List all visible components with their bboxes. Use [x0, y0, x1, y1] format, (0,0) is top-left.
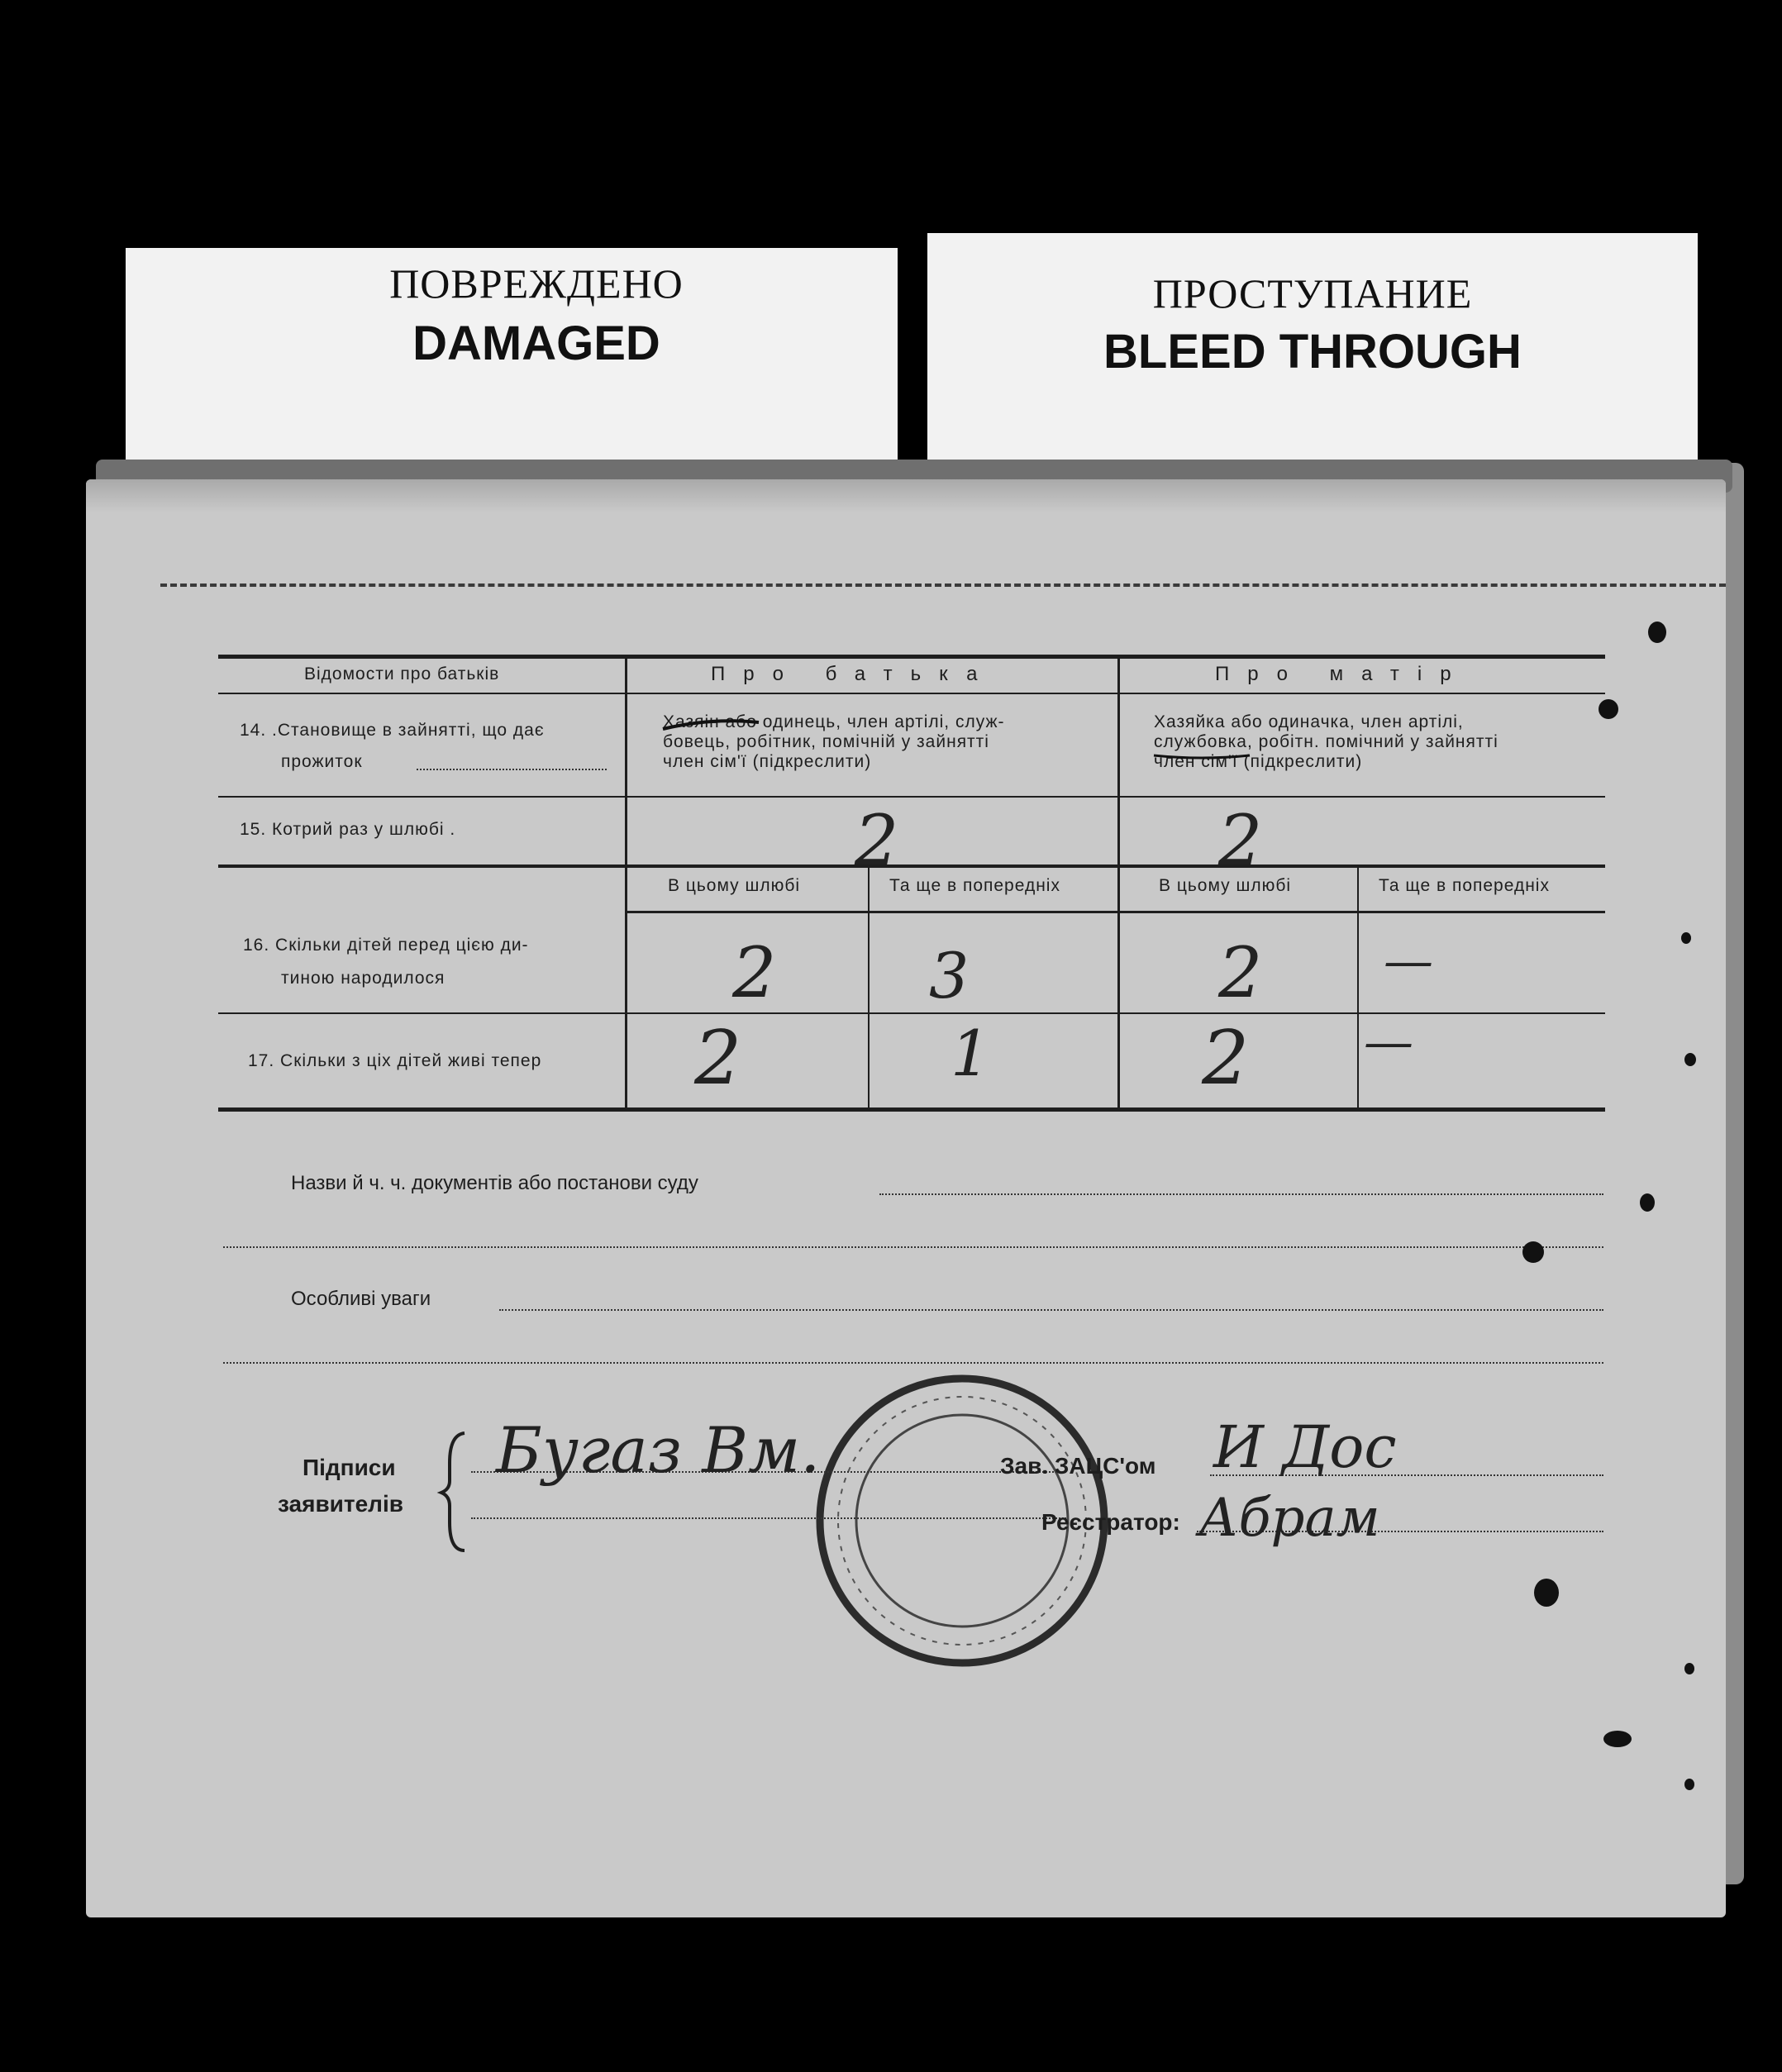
bleed-through-label-card [927, 233, 1698, 461]
row15-father-value: 2 [855, 800, 899, 881]
notes-field-line1[interactable] [499, 1309, 1603, 1311]
row17-father-this: 2 [694, 1015, 742, 1102]
row15-label: 15. Котрий раз у шлюбі . [240, 820, 456, 839]
punch-hole [1684, 1779, 1694, 1790]
subheader-rule [625, 911, 1605, 913]
row17-father-prev: 1 [951, 1017, 991, 1090]
table-bottom-border [218, 1107, 1605, 1112]
row16-label-line2: тиною народилося [281, 969, 446, 988]
row16-mother-this: 2 [1218, 932, 1263, 1013]
applicant-signature: Бугаз Вм. [496, 1413, 821, 1487]
col-divider-1 [625, 656, 627, 1109]
applicants-brace [440, 1430, 473, 1554]
bleed-through-label-ru: ПРОСТУПАНИЕ [1152, 270, 1473, 317]
punch-hole [1648, 622, 1666, 643]
document-page [86, 479, 1726, 1917]
col-divider-father-sub [868, 868, 870, 1109]
row15-rule [218, 865, 1605, 868]
punch-hole [1599, 699, 1618, 719]
row14-father-line1: Хазяін або одинець, член артілі, служ- [663, 712, 1005, 731]
subheader-father-prev: Та ще в попередніх [889, 876, 1060, 895]
row14-mother-line2: службовка, робітн. помічний у зайнятті [1154, 732, 1498, 751]
punch-hole [1684, 1053, 1696, 1066]
documents-field-line1[interactable] [879, 1193, 1603, 1195]
header-parents-info: Відомости про батьків [304, 664, 500, 684]
registrar-signature: Абрам [1198, 1488, 1380, 1549]
row16-father-this: 2 [732, 932, 777, 1013]
col-divider-mother-sub [1357, 868, 1359, 1109]
zags-head-label: Зав. ЗАЦС'ом [1000, 1453, 1156, 1479]
table-top-border [218, 655, 1605, 659]
row14-father-line3: член сім'ї (підкреслити) [663, 752, 872, 771]
documents-label: Назви й ч. ч. документів або постанови суду [291, 1172, 698, 1194]
applicants-label-line2: заявителів [278, 1491, 403, 1517]
subheader-father-this: В цьому шлюбі [668, 876, 801, 895]
row16-mother-prev: — [1384, 932, 1433, 990]
damaged-label-en: DAMAGED [412, 317, 660, 370]
row14-leader [417, 769, 607, 770]
applicant-signature-line2[interactable] [471, 1517, 1066, 1519]
row14-label-line2: прожиток [281, 752, 363, 771]
registrar-label: Реєстратор: [1041, 1509, 1180, 1535]
subheader-mother-prev: Та ще в попередніх [1379, 876, 1550, 895]
row16-label-line1: 16. Скільки дітей перед цією ди- [243, 936, 529, 955]
bleed-through-label-en: BLEED THROUGH [1103, 325, 1522, 379]
applicants-label-line1: Підписи [303, 1455, 396, 1480]
underline-mark-father [661, 716, 760, 732]
row14-label-line1: 14. .Становище в зайнятті, що дає [240, 721, 545, 740]
row14-father-line2: бовець, робітник, помічній у зайнятті [663, 732, 989, 751]
punch-hole [1522, 1241, 1544, 1263]
row16-father-prev: 3 [929, 939, 970, 1012]
subheader-mother-this: В цьому шлюбі [1159, 876, 1292, 895]
tear-line [160, 583, 1726, 587]
row15-mother-value: 2 [1218, 800, 1263, 881]
row17-mother-prev: — [1364, 1013, 1413, 1071]
notes-label: Особливі уваги [291, 1288, 431, 1310]
row14-rule [218, 796, 1605, 798]
row14-mother-line3: член сім'ї (підкреслити) [1154, 752, 1363, 771]
documents-field-line2[interactable] [223, 1246, 1603, 1248]
header-mother: Про матір [1215, 663, 1470, 685]
col-divider-2 [1117, 656, 1120, 1109]
punch-hole [1684, 1663, 1694, 1674]
damaged-label-card [126, 248, 898, 464]
row17-mother-this: 2 [1202, 1015, 1250, 1102]
punch-hole [1681, 932, 1691, 944]
row17-label: 17. Скільки з ціх дітей живі тепер [248, 1051, 542, 1070]
header-father: Про батька [711, 663, 996, 685]
underline-mark-mother [1152, 752, 1251, 765]
punch-hole [1640, 1193, 1655, 1212]
damaged-label-ru: ПОВРЕЖДЕНО [389, 260, 684, 307]
punch-hole [1603, 1731, 1632, 1747]
zags-head-signature: И Дос [1213, 1413, 1397, 1481]
table-header-rule [218, 693, 1605, 694]
row14-mother-line1: Хазяйка або одиначка, член артілі, [1154, 712, 1464, 731]
punch-hole [1534, 1579, 1559, 1607]
